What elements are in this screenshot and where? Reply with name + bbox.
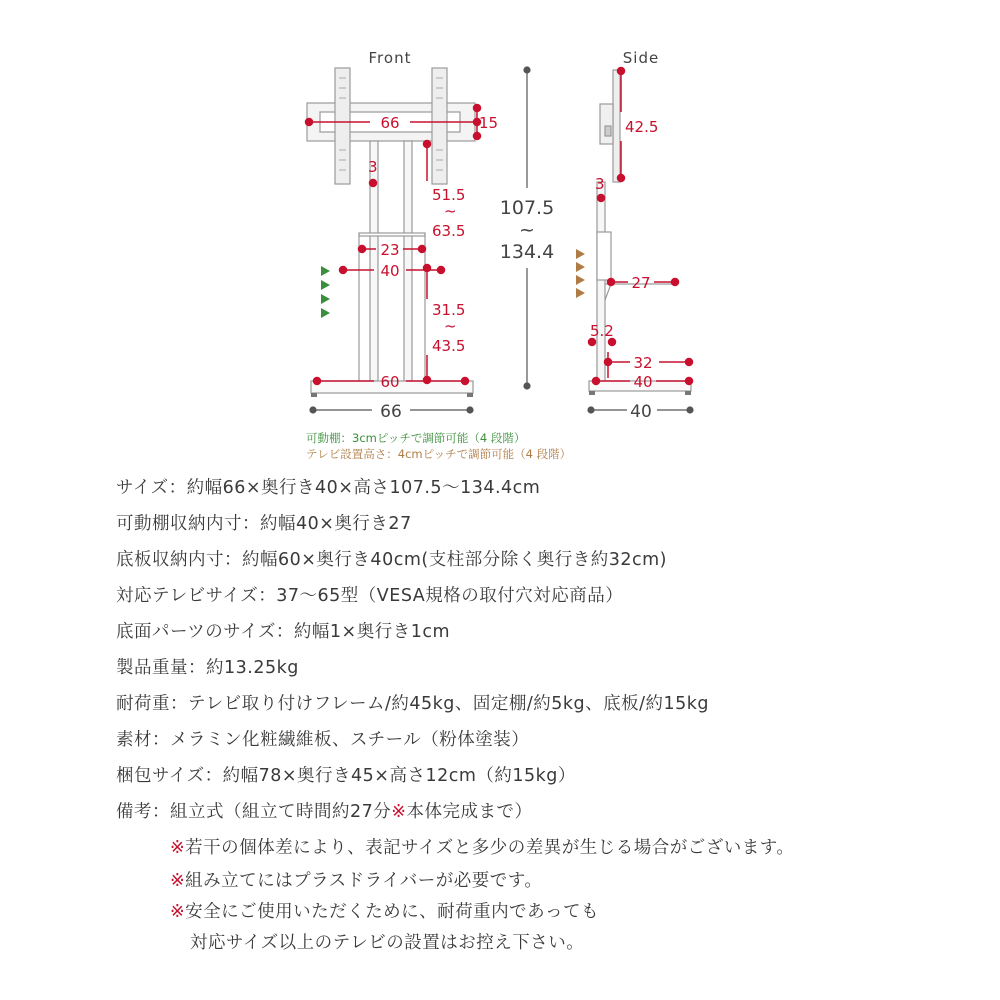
- remark-text: 組み立てにはプラスドライバーが必要です。: [185, 871, 543, 891]
- spec-key: 製品重量：: [116, 658, 206, 678]
- spec-weight: [116, 654, 299, 679]
- side-gap-label: 3: [595, 175, 605, 193]
- remark-3-continued: [190, 929, 584, 954]
- left-pillar: [370, 141, 378, 381]
- spec-key: 備考：: [116, 802, 170, 822]
- lower-range-max: 43.5: [432, 337, 466, 355]
- remark-1: [170, 834, 794, 859]
- remark-text: 安全にご使用いただくために、耐荷重内であっても: [185, 902, 599, 922]
- reference-mark: ※: [170, 838, 186, 858]
- spec-key: 底板収納内寸：: [116, 550, 242, 570]
- front-view-label: Front: [368, 49, 412, 67]
- spec-value: 約幅40×奥行き27: [260, 514, 412, 534]
- spec-value: 約幅78×奥行き45×高さ12cm（約15kg）: [222, 766, 576, 786]
- upper-range-tilde: ~: [444, 202, 457, 220]
- spec-shelf-inner: [116, 510, 412, 535]
- remark-text: 若干の個体差により、表記サイズと多少の差異が生じる場合がございます。: [185, 838, 795, 858]
- height-min-label: 107.5: [499, 197, 555, 219]
- front-total-width-label: 66: [380, 402, 402, 422]
- dim-point: [306, 119, 313, 126]
- spec-remarks: [116, 798, 532, 823]
- side-shelf-depth-label: 27: [631, 274, 651, 292]
- left-rail: [335, 68, 350, 184]
- remark-2: [170, 867, 542, 892]
- right-rail: [432, 68, 447, 184]
- reference-mark: ※: [170, 902, 186, 922]
- shelf-top: [359, 233, 425, 236]
- tv-height-adjust-arrows: [576, 249, 585, 298]
- side-base-gap-label: 5.2: [590, 322, 614, 340]
- remark-3: [170, 898, 599, 923]
- spec-value: メラミン化粧繊維板、スチール（粉体塗装）: [170, 730, 530, 750]
- height-tilde-label: ~: [519, 219, 535, 241]
- vesa-height-label: 15: [479, 114, 499, 132]
- spec-base-inner: [116, 546, 667, 571]
- side-bracket: [613, 70, 620, 182]
- spec-key: 底面パーツのサイズ：: [116, 622, 294, 642]
- spec-value: テレビ取り付けフレーム/約45kg、固定棚/約5kg、底板/約15kg: [188, 694, 710, 714]
- spec-value: 約13.25kg: [206, 658, 299, 678]
- spec-key: 梱包サイズ：: [116, 766, 223, 786]
- vesa-width-label: 66: [380, 114, 400, 132]
- reference-mark: ※: [170, 871, 186, 891]
- spec-foot-size: [116, 618, 450, 643]
- base-inner-label: 60: [380, 373, 400, 391]
- right-pillar: [404, 141, 412, 381]
- tv-height-adjust-note: テレビ設置高さ：4cmピッチで調節可能（4 段階）: [306, 447, 572, 461]
- spec-value: 組立式（組立て時間約27分: [170, 802, 392, 822]
- spec-key: 耐荷重：: [116, 694, 188, 714]
- side-view-label: Side: [622, 49, 660, 67]
- spec-package: [116, 762, 576, 787]
- remark-text: 対応サイズ以上のテレビの設置はお控え下さい。: [190, 933, 585, 953]
- spec-value: 37〜65型（VESA規格の取付穴対応商品）: [276, 586, 624, 606]
- side-pillar: [597, 182, 605, 382]
- shelf-adjust-note: 可動棚：3cmピッチで調節可能（4 段階）: [306, 431, 526, 445]
- spec-key: サイズ：: [116, 478, 187, 498]
- side-pillar-to-back-label: 32: [633, 354, 653, 372]
- spec-key: 素材：: [116, 730, 170, 750]
- side-shelf-bracket: [597, 232, 611, 280]
- spec-value-after: 本体完成まで）: [406, 802, 533, 822]
- dimension-diagram: [0, 0, 1000, 470]
- spec-key: 対応テレビサイズ：: [116, 586, 277, 606]
- spec-value: 約幅1×奥行き1cm: [293, 622, 451, 642]
- lower-range-min: 31.5: [432, 301, 466, 319]
- shelf-inner-label: 23: [380, 241, 400, 259]
- reference-mark: ※: [391, 802, 407, 822]
- front-gap-label: 3: [368, 158, 378, 176]
- side-base-inner-label: 40: [633, 373, 653, 391]
- height-max-label: 134.4: [499, 241, 555, 263]
- spec-material: [116, 726, 529, 751]
- upper-range-max: 63.5: [432, 222, 466, 240]
- side-total-depth-label: 40: [630, 402, 652, 422]
- upper-range-min: 51.5: [432, 186, 466, 204]
- spec-size: [116, 474, 540, 499]
- spec-value: 約幅60×奥行き40cm(支柱部分除く奥行き約32cm): [242, 550, 667, 570]
- lower-range-tilde: ~: [444, 317, 457, 335]
- spec-value: 約幅66×奥行き40×高さ107.5〜134.4cm: [186, 478, 541, 498]
- spec-tv-size: [116, 582, 623, 607]
- side-bracket-height-label: 42.5: [625, 118, 659, 136]
- shelf-adjust-arrows: [321, 266, 330, 318]
- spec-key: 可動棚収納内寸：: [116, 514, 260, 534]
- shelf-width-label: 40: [380, 262, 400, 280]
- spec-load: [116, 690, 709, 715]
